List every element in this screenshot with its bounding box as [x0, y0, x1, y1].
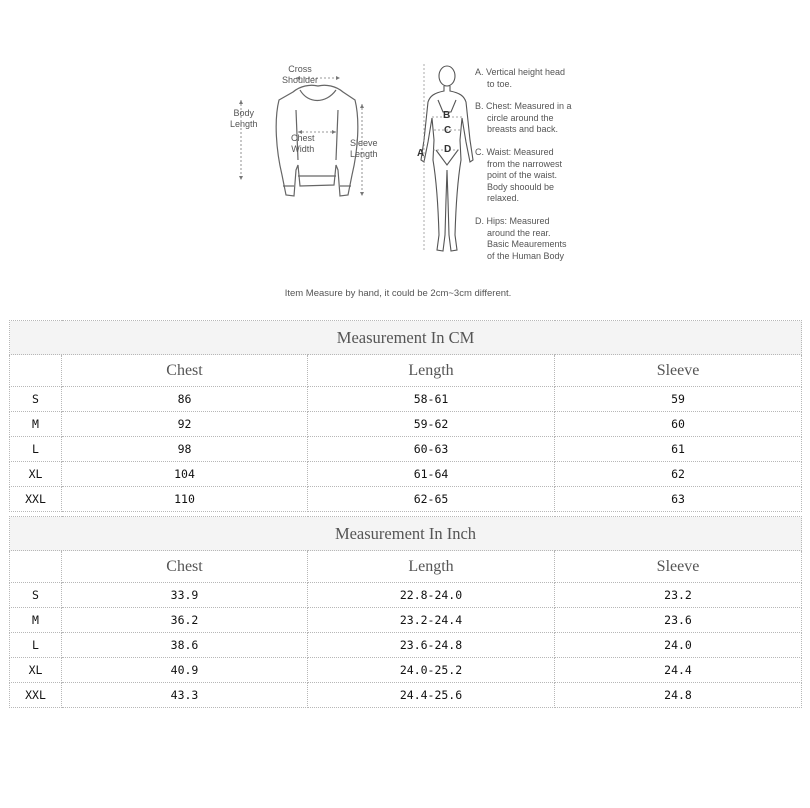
measure-note: Item Measure by hand, it could be 2cm~3cm different. [284, 288, 512, 299]
sleeve-cell: 59 [555, 387, 802, 412]
size-cell: XL [10, 462, 62, 487]
sleeve-cell: 24.8 [555, 683, 802, 708]
sleeve-cell: 23.2 [555, 583, 802, 608]
sleeve-cell: 24.4 [555, 658, 802, 683]
chest-width-label: Chest Width [291, 133, 315, 154]
table-row [10, 462, 802, 487]
chest-cell: 92 [62, 412, 308, 437]
cm-header-empty [10, 355, 62, 387]
letter-a-label: A [417, 148, 425, 159]
size-cell: M [10, 608, 62, 633]
size-cell: M [10, 412, 62, 437]
cm-header-chest: Chest [62, 355, 308, 387]
sleeve-cell: 23.6 [555, 608, 802, 633]
legend-item-a: A. Vertical height head to toe. [475, 67, 566, 89]
cm-table-title: Measurement In CM [10, 321, 802, 355]
sleeve-cell: 60 [555, 412, 802, 437]
measurement-legend [475, 67, 605, 273]
sleeve-cell: 62 [555, 462, 802, 487]
length-cell: 22.8-24.0 [308, 583, 555, 608]
sleeve-length-label: Sleeve Length [350, 138, 378, 159]
table-row [10, 683, 802, 708]
inch-header-empty [10, 551, 62, 583]
length-cell: 24.4-25.6 [308, 683, 555, 708]
chest-cell: 86 [62, 387, 308, 412]
legend-item-c: C. Waist: Measured from the narrowest point of the waist. Body shoould be relaxed. [475, 146, 563, 204]
length-cell: 62-65 [308, 487, 555, 512]
chest-cell: 40.9 [62, 658, 308, 683]
size-cell: S [10, 583, 62, 608]
length-cell: 60-63 [308, 437, 555, 462]
cm-header-sleeve: Sleeve [555, 355, 802, 387]
body-length-label: Body Length [230, 108, 258, 129]
chest-cell: 36.2 [62, 608, 308, 633]
table-row [10, 633, 802, 658]
inch-size-table [9, 516, 802, 708]
length-cell: 24.0-25.2 [308, 658, 555, 683]
inch-table-title: Measurement In Inch [10, 517, 802, 551]
sleeve-cell: 61 [555, 437, 802, 462]
letter-d-label: D [444, 144, 452, 155]
table-row [10, 487, 802, 512]
table-row [10, 387, 802, 412]
cm-header-length: Length [308, 355, 555, 387]
size-cell: XXL [10, 683, 62, 708]
table-row [10, 412, 802, 437]
chest-cell: 98 [62, 437, 308, 462]
table-row [10, 608, 802, 633]
table-row [10, 437, 802, 462]
table-row [10, 583, 802, 608]
chest-cell: 104 [62, 462, 308, 487]
length-cell: 23.6-24.8 [308, 633, 555, 658]
cross-shoulder-label: Cross Shoulder [282, 64, 319, 85]
sleeve-cell: 63 [555, 487, 802, 512]
chest-cell: 110 [62, 487, 308, 512]
inch-header-sleeve: Sleeve [555, 551, 802, 583]
size-cell: S [10, 387, 62, 412]
length-cell: 59-62 [308, 412, 555, 437]
legend-item-b: B. Chest: Measured in a circle around the breasts and back. [475, 101, 572, 135]
inch-header-row [10, 551, 802, 583]
table-row [10, 658, 802, 683]
size-cell: L [10, 633, 62, 658]
letter-c-label: C [444, 125, 452, 136]
length-cell: 23.2-24.4 [308, 608, 555, 633]
cm-header-row [10, 355, 802, 387]
cm-size-table [9, 320, 802, 512]
inch-header-chest: Chest [62, 551, 308, 583]
human-figure-icon [421, 66, 473, 251]
length-cell: 58-61 [308, 387, 555, 412]
size-cell: XL [10, 658, 62, 683]
letter-b-label: B [443, 110, 451, 121]
size-diagram [0, 0, 810, 310]
inch-header-length: Length [308, 551, 555, 583]
size-cell: XXL [10, 487, 62, 512]
size-cell: L [10, 437, 62, 462]
legend-item-d: D. Hips: Measured around the rear. Basic Meaurements of the Human Body [475, 215, 567, 261]
length-cell: 61-64 [308, 462, 555, 487]
sleeve-cell: 24.0 [555, 633, 802, 658]
sweater-measure-icon [0, 0, 810, 300]
chest-cell: 38.6 [62, 633, 308, 658]
chest-cell: 43.3 [62, 683, 308, 708]
chest-cell: 33.9 [62, 583, 308, 608]
